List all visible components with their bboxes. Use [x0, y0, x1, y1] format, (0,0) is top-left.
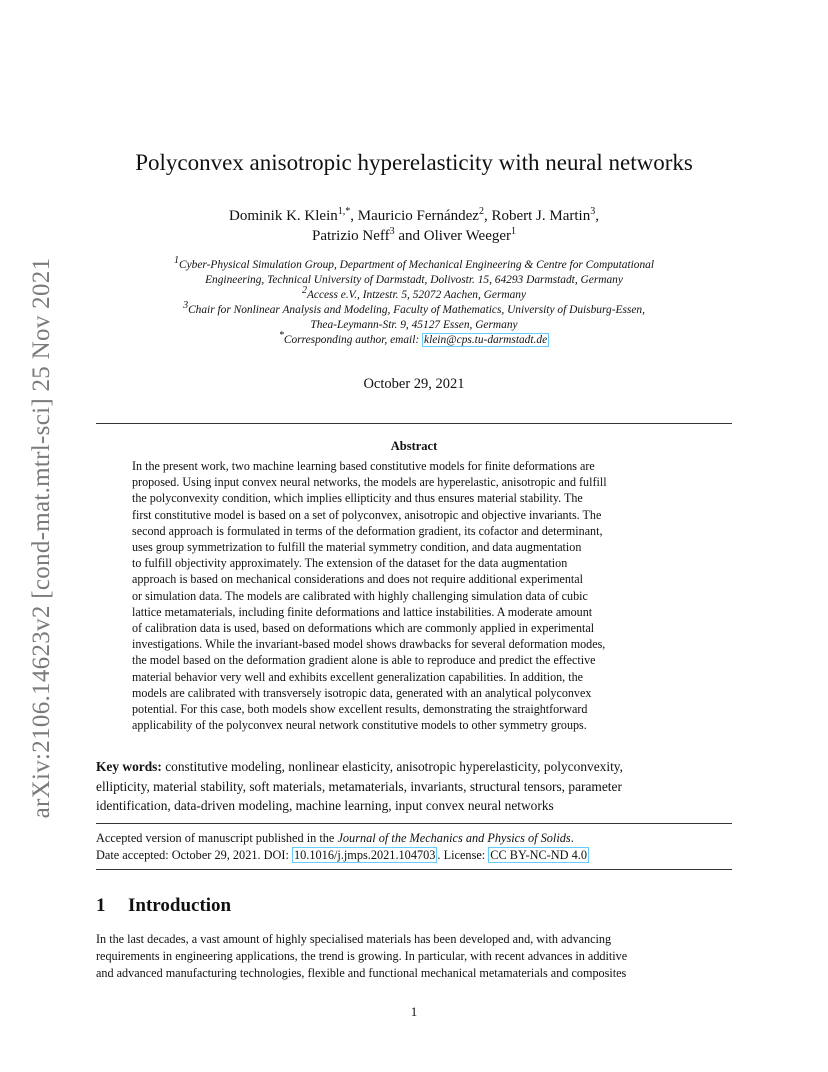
arxiv-sidebar	[22, 238, 62, 838]
abstract-line: potential. For this case, both models show excellent results, demonstrating the straightforward	[132, 702, 588, 717]
paper-date: October 29, 2021	[363, 376, 465, 392]
abstract-line: of calibration data is used, based on deformations which are commonly applied in experimental	[132, 621, 595, 636]
intro-line: requirements in engineering applications, the trend is growing. In particular, with recent advances in additive	[96, 949, 628, 963]
license-label: . License:	[437, 848, 489, 862]
arxiv-stamp: arXiv:2106.14623v2 [cond-mat.mtrl-sci] 25 Nov 2021	[28, 257, 55, 819]
affiliation-3-line-2: Thea-Leymann-Str. 9, 45127 Essen, Germany	[310, 319, 518, 331]
affiliation-1-line-2: Engineering, Technical University of Darmstadt, Dolivostr. 15, 64293 Darmstadt, Germany	[205, 274, 623, 286]
section-number: 1	[96, 895, 106, 916]
author-name: Dominik K. Klein	[229, 208, 338, 224]
intro-line: and advanced manufacturing technologies, flexible and functional mechanical metamaterials and composites	[96, 966, 627, 980]
affiliation-text: Chair for Nonlinear Analysis and Modeling, Faculty of Mathematics, University of Duisburg-Essen,	[188, 304, 645, 316]
doi-link[interactable]: 10.1016/j.jmps.2021.104703	[294, 848, 436, 862]
section-heading	[96, 895, 231, 917]
keywords-label: Key words:	[96, 759, 162, 774]
divider-top	[96, 423, 732, 424]
corresponding-author	[96, 330, 732, 348]
author-list	[96, 206, 732, 246]
abstract-line: uses group symmetrization to fulfill the material symmetry condition, and data augmentation	[132, 540, 582, 555]
license-link[interactable]: CC BY-NC-ND 4.0	[490, 848, 587, 862]
publication-suffix: .	[570, 831, 574, 845]
affiliation-1-line-1	[96, 255, 732, 273]
author-name: Oliver Weeger	[423, 228, 512, 244]
publication-prefix: Accepted version of manuscript published in the	[96, 831, 338, 845]
author-name: Robert J. Martin	[491, 208, 591, 224]
abstract-line: the model based on the deformation gradient alone is able to reproduce and predict the effective	[132, 653, 596, 668]
author-affiliation-mark: 1,*	[337, 206, 351, 217]
abstract-line: the polyconvexity condition, which implies ellipticity and thus ensures material stability. The	[132, 491, 583, 506]
author-affiliation-mark: 3	[590, 206, 596, 217]
publication-line-1	[96, 830, 732, 847]
page-number: 1	[410, 1004, 418, 1019]
divider-pubinfo-top	[96, 823, 732, 824]
affiliation-mark: 2	[301, 285, 307, 297]
abstract-line: lattice metamaterials, including finite deformations and lattice instabilities. A moderate amount	[132, 604, 593, 619]
keywords-line	[96, 757, 732, 777]
abstract-line: In the present work, two machine learning based constitutive models for finite deformations are	[132, 459, 595, 473]
abstract-line: first constitutive model is based on a set of polyconvex, anisotropic and objective invariants. The	[132, 507, 602, 522]
affiliation-3-line-1	[96, 300, 732, 318]
abstract-line: approach is based on mechanical considerations and does not require additional experimental	[132, 572, 584, 587]
keywords	[96, 757, 732, 816]
accepted-date: Date accepted: October 29, 2021. DOI:	[96, 848, 292, 862]
publication-info	[96, 830, 732, 864]
author-line-1: Dominik K. Klein$^{1,*}$, Mauricio Fernández$^2$, Robert J. Martin$^3$,	[229, 206, 599, 224]
corresponding-label: Corresponding author, email:	[283, 334, 423, 346]
abstract-line: models are calibrated with transversely isotropic data, generated with an analytical polyconvex	[132, 685, 592, 700]
abstract-line: applicability of the polyconvex neural network constitutive models to other symmetry groups.	[132, 718, 587, 733]
intro-line: In the last decades, a vast amount of highly specialised materials has been developed and, with advancing	[96, 932, 612, 946]
affiliation-mark: 3	[183, 300, 189, 312]
abstract-line: or simulation data. The models are calibrated with highly challenging simulation data of cubic	[132, 588, 588, 603]
paper-title: Polyconvex anisotropic hyperelasticity with neural networks	[135, 150, 693, 175]
abstract-line: proposed. Using input convex neural networks, the models are hyperelastic, anisotropic and fulfill	[132, 475, 607, 490]
divider-pubinfo-bottom	[96, 869, 732, 870]
author-name: Patrizio Neff	[311, 228, 390, 244]
affiliation-2	[96, 285, 732, 303]
abstract-heading: Abstract	[390, 439, 438, 453]
author-affiliation-mark: 3	[389, 226, 395, 237]
keywords-line: ellipticity, material stability, soft materials, metamaterials, invariants, structural tensors, parameter	[96, 778, 622, 794]
author-name: Mauricio Fernández	[357, 208, 479, 224]
author-line-2: Patrizio Neff$^3$ and Oliver Weeger$^1$	[311, 226, 517, 244]
author-affiliation-mark: 2	[478, 206, 484, 217]
abstract-line: investigations. While the invariant-based model shows drawbacks for several deformation modes,	[132, 637, 606, 652]
introduction-text	[96, 931, 732, 982]
author-affiliation-mark: 1	[511, 226, 517, 237]
corresponding-mark: *	[278, 330, 284, 342]
keywords-text: constitutive modeling, nonlinear elasticity, anisotropic hyperelasticity, polyconvexity,	[165, 759, 623, 774]
affiliation-text: Cyber-Physical Simulation Group, Department of Mechanical Engineering & Centre for Computational	[178, 259, 655, 271]
abstract-line: material behavior very well and exhibits excellent generalization capabilities. In addition, the	[132, 669, 583, 684]
keywords-line: identification, data-driven modeling, machine learning, input convex neural networks	[96, 798, 554, 813]
affiliation-mark: 1	[173, 255, 179, 267]
affiliations	[96, 255, 732, 348]
abstract-line: second approach is formulated in terms of the deformation gradient, its cofactor and determinant,	[132, 523, 603, 538]
email-link[interactable]: klein@cps.tu-darmstadt.de	[424, 334, 548, 346]
section-title: Introduction	[128, 895, 232, 916]
abstract-body	[132, 458, 696, 733]
publication-line-2	[96, 847, 732, 864]
affiliation-text: Access e.V., Intzestr. 5, 52072 Aachen, Germany	[306, 289, 527, 301]
abstract-line: to fulfill objectivity approximately. The extension of the dataset for the data augmentation	[132, 556, 568, 571]
journal-name: Journal of the Mechanics and Physics of Solids	[337, 831, 571, 845]
